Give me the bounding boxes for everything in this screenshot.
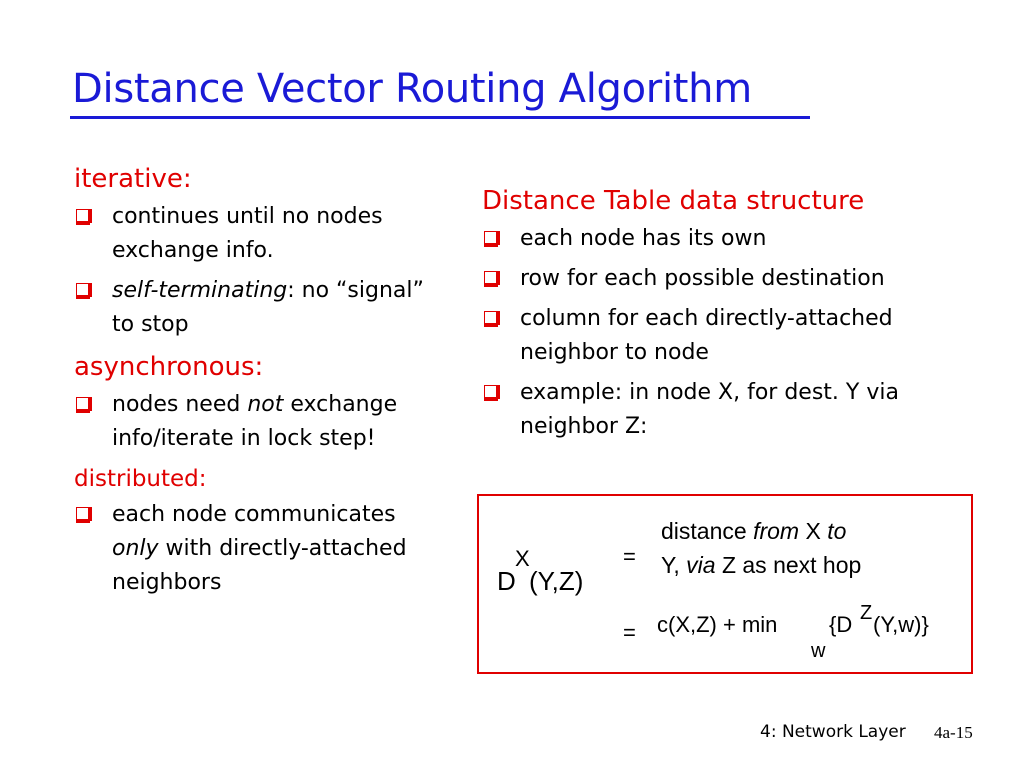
rhs-brace-open: {D [829, 612, 853, 637]
asynchronous-list [74, 388, 444, 456]
lhs-base: D [497, 566, 516, 596]
list-item [482, 262, 982, 296]
distributed-list [74, 498, 444, 600]
bullet-emphasis: only [112, 536, 159, 561]
bullet-text: each node communicates [112, 502, 396, 527]
description-line-1: distance from X to [661, 518, 847, 544]
rhs-superscript: Z [860, 602, 873, 624]
distance-table-list [482, 222, 982, 444]
list-item [74, 388, 444, 456]
footer-section-label: 4: Network Layer [760, 722, 906, 742]
lhs-args: (Y,Z) [529, 566, 584, 596]
iterative-list [74, 200, 444, 342]
list-item [74, 274, 444, 342]
bullet-text: nodes need [112, 392, 248, 417]
checkbox-bullet-icon [484, 385, 497, 398]
description-line-2: Y, via Z as next hop [661, 552, 862, 578]
checkbox-bullet-icon [484, 231, 497, 244]
title-underline [70, 116, 810, 119]
checkbox-bullet-icon [76, 209, 89, 222]
bullet-text: example: in node X, for dest. Y via neighbor Z: [520, 380, 899, 439]
bullet-emphasis: not [247, 392, 284, 417]
bullet-text: exchange info/iterate in lock step! [112, 392, 398, 451]
list-item [482, 376, 982, 444]
checkbox-bullet-icon [76, 283, 89, 296]
distributed-heading: distributed: [74, 466, 207, 492]
equals-sign: = [623, 544, 636, 569]
bullet-text: with directly-attached neighbors [112, 536, 407, 595]
left-column [74, 162, 444, 608]
bullet-text: each node has its own [520, 226, 767, 251]
distance-table-heading: Distance Table data structure [482, 186, 865, 216]
asynchronous-heading: asynchronous: [74, 352, 264, 382]
bullet-emphasis: self-terminating [112, 278, 288, 303]
checkbox-bullet-icon [484, 311, 497, 324]
equals-sign: = [623, 620, 636, 645]
checkbox-bullet-icon [76, 507, 89, 520]
right-column [482, 184, 982, 452]
list-item [482, 302, 982, 370]
bullet-text: column for each directly-attached neighbor to node [520, 306, 893, 365]
list-item [74, 498, 444, 600]
bullet-text: row for each possible destination [520, 266, 885, 291]
iterative-heading: iterative: [74, 164, 192, 194]
slide-title: Distance Vector Routing Algorithm [72, 66, 752, 112]
bullet-text: : no “signal” to stop [112, 278, 424, 337]
min-subscript: w [811, 640, 826, 662]
checkbox-bullet-icon [76, 397, 89, 410]
rhs-cost: c(X,Z) + min [657, 612, 778, 637]
footer-page-number: 4a-15 [934, 723, 973, 742]
list-item [482, 222, 982, 256]
rhs-args: (Y,w)} [873, 612, 929, 637]
formula-box [477, 494, 973, 674]
list-item [74, 200, 444, 268]
lhs-superscript: X [515, 546, 530, 571]
checkbox-bullet-icon [484, 271, 497, 284]
bullet-text: continues until no nodes exchange info. [112, 204, 383, 263]
